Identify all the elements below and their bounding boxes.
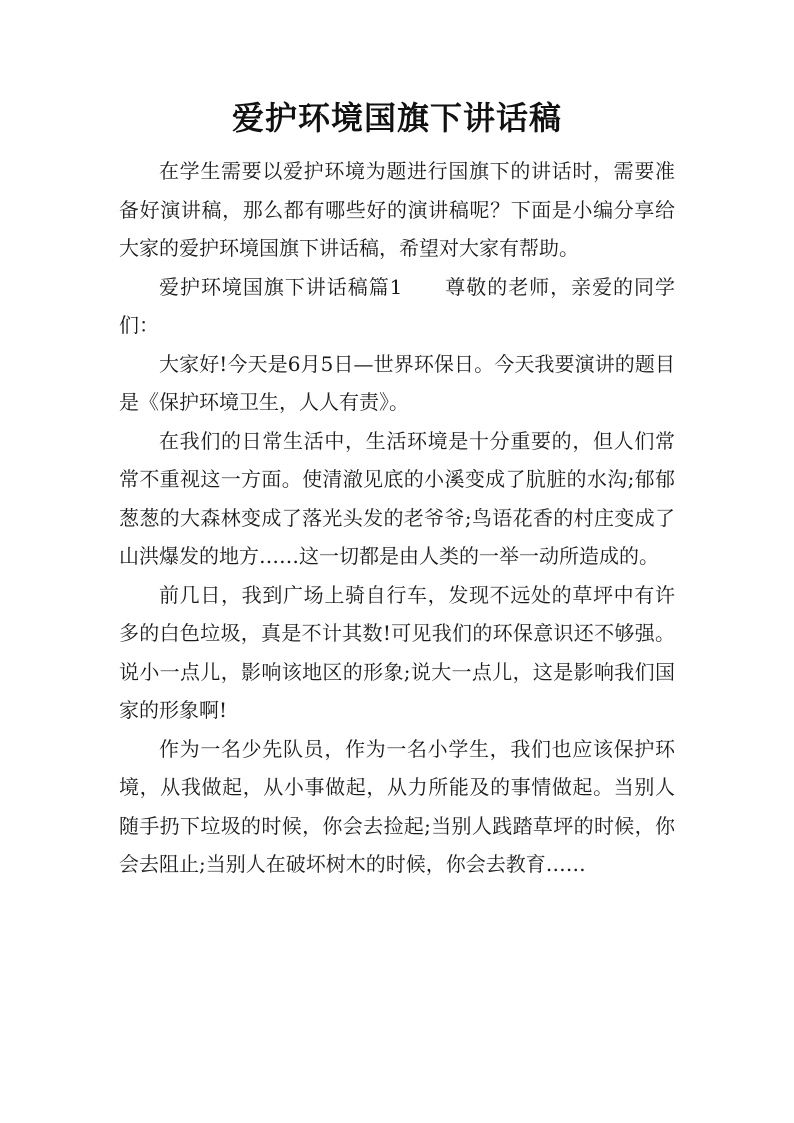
- paragraph-salutation: 爱护环境国旗下讲话稿篇1 尊敬的老师，亲爱的同学们：: [119, 274, 675, 337]
- paragraph-daily-life: 在我们的日常生活中，生活环境是十分重要的，但人们常常不重视这一方面。使清澈见底的小溪变成了肮脏的水沟;郁郁葱葱的大森林变成了落光头发的老爷爷;鸟语花香的村庄变成了山洪爆发的地方……这一切都是由人类的一举一动所造成的。: [119, 428, 675, 568]
- document-body: [119, 152, 675, 884]
- paragraph-greeting: 大家好!今天是6月5日—世界环保日。今天我要演讲的题目是《保护环境卫生，人人有责》。: [119, 351, 675, 414]
- paragraph-square: 前几日，我到广场上骑自行车，发现不远处的草坪中有许多的白色垃圾，真是不计其数!可见我们的环保意识还不够强。说小一点儿，影响该地区的形象;说大一点儿，这是影响我们国家的形象啊!: [119, 582, 675, 722]
- document-title: 爱护环境国旗下讲话稿: [231, 99, 562, 137]
- paragraph-intro: 在学生需要以爱护环境为题进行国旗下的讲话时，需要准备好演讲稿，那么都有哪些好的演讲稿呢？下面是小编分享给大家的爱护环境国旗下讲话稿，希望对大家有帮助。: [119, 159, 675, 260]
- paragraph-young-pioneer: 作为一名少先队员，作为一名小学生，我们也应该保护环境，从我做起，从小事做起，从力所能及的事情做起。当别人随手扔下垃圾的时候，你会去捡起;当别人践踏草坪的时候，你会去阻止;当别人在破坏树木的时候，你会去教育……: [119, 736, 675, 876]
